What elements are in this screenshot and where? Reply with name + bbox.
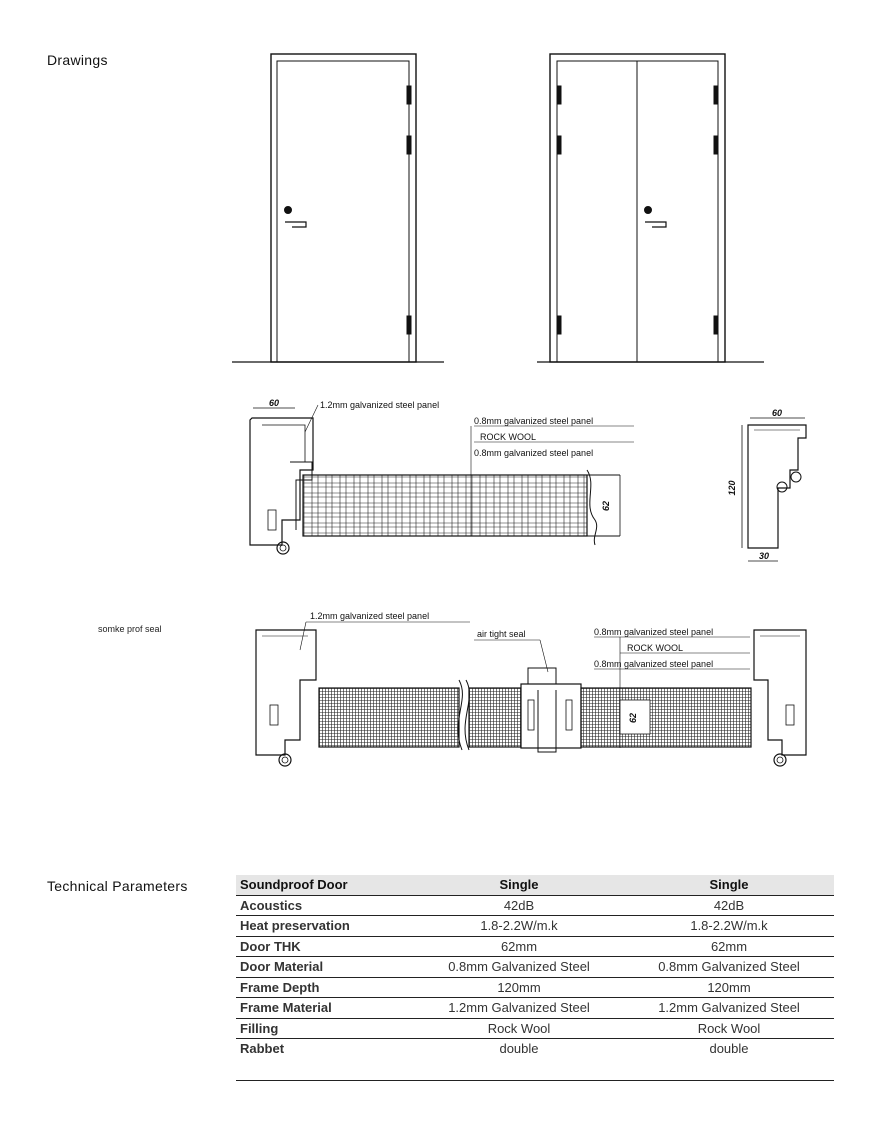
- row-label: Filling: [236, 1018, 414, 1039]
- row-label: Heat preservation: [236, 916, 414, 937]
- cell-value: 42dB: [624, 895, 834, 916]
- cell-value: Rock Wool: [624, 1018, 834, 1039]
- header-cell: Single: [414, 875, 624, 895]
- label-08mm-panel-top-2: 0.8mm galvanized steel panel: [474, 448, 594, 458]
- cell-value: 62mm: [414, 936, 624, 957]
- table-row: [236, 916, 834, 937]
- table-row: [236, 998, 834, 1019]
- cell-value: 62mm: [624, 936, 834, 957]
- label-08mm-panel-bottom: 0.8mm galvanized steel panel: [594, 627, 714, 637]
- row-label: Door Material: [236, 957, 414, 978]
- table-row: [236, 977, 834, 998]
- cell-value: double: [499, 1041, 539, 1057]
- row-label: Frame Material: [236, 998, 414, 1019]
- frame-profile: [727, 408, 806, 561]
- table-row: [236, 1039, 834, 1059]
- cell-value: 1.2mm Galvanized Steel: [414, 998, 624, 1019]
- row-label: Acoustics: [236, 895, 414, 916]
- table-row: [236, 957, 834, 978]
- drawings-heading: Drawings: [47, 52, 108, 68]
- table-row: [236, 895, 834, 916]
- header-cell: Single: [624, 875, 834, 895]
- label-rock-wool-top: ROCK WOOL: [480, 432, 537, 442]
- table-row: [236, 936, 834, 957]
- cell-value: Rock Wool: [414, 1018, 624, 1039]
- label-12mm-panel-bottom: 1.2mm galvanized steel panel: [310, 611, 430, 621]
- cell-value: double: [709, 1041, 749, 1057]
- dim-60-top: 60: [268, 398, 280, 408]
- label-air-tight-seal: air tight seal: [477, 629, 526, 639]
- dim-62-top: 62: [601, 500, 611, 512]
- row-label: Frame Depth: [236, 977, 414, 998]
- single-door-section: [250, 398, 634, 554]
- smoke-seal-label: somke prof seal: [98, 624, 162, 634]
- single-door-elevation: [232, 54, 444, 362]
- dim-62-bottom: 62: [628, 712, 638, 724]
- label-12mm-panel-top: 1.2mm galvanized steel panel: [320, 400, 440, 410]
- label-08mm-panel-top: 0.8mm galvanized steel panel: [474, 416, 594, 426]
- technical-parameters-table: [236, 875, 834, 1059]
- dim-120-profile: 120: [727, 480, 737, 496]
- table-end-divider: [236, 1080, 834, 1081]
- dim-30-profile: 30: [758, 551, 770, 561]
- row-label: Rabbet: [240, 1041, 285, 1057]
- double-door-elevation: [537, 54, 764, 362]
- label-08mm-panel-bottom-2: 0.8mm galvanized steel panel: [594, 659, 714, 669]
- cell-value: 0.8mm Galvanized Steel: [414, 957, 624, 978]
- double-door-section: [256, 611, 806, 766]
- technical-parameters-heading: Technical Parameters: [47, 878, 188, 894]
- cell-value: 1.8-2.2W/m.k: [414, 916, 624, 937]
- cell-value: 0.8mm Galvanized Steel: [624, 957, 834, 978]
- cell-value: 1.8-2.2W/m.k: [624, 916, 834, 937]
- table-row: [236, 1018, 834, 1039]
- cell-value: 1.2mm Galvanized Steel: [624, 998, 834, 1019]
- row-label: Door THK: [236, 936, 414, 957]
- cell-value: 120mm: [414, 977, 624, 998]
- cell-value: 42dB: [414, 895, 624, 916]
- cell-value: 120mm: [624, 977, 834, 998]
- header-cell: Soundproof Door: [236, 875, 414, 895]
- dim-60-profile: 60: [771, 408, 783, 418]
- label-rock-wool-bottom: ROCK WOOL: [627, 643, 684, 653]
- table-header-row: [236, 875, 834, 895]
